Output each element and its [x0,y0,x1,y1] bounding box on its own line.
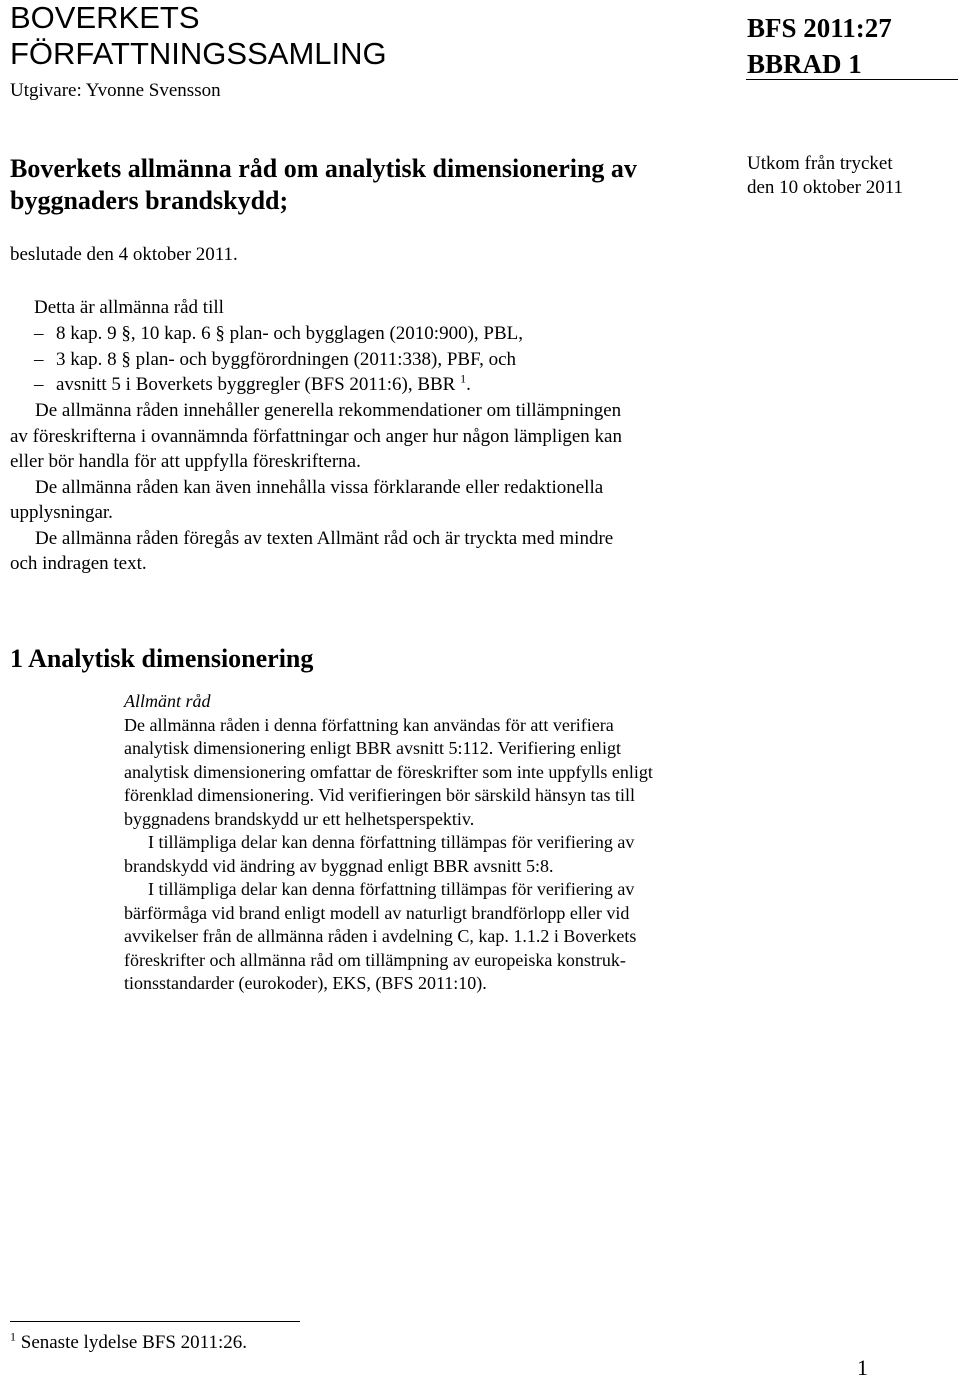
section-heading: 1 Analytisk dimensionering [10,644,314,673]
general-info [10,398,740,577]
info-line: De allmänna råden innehåller generella rekommendationer om tillämpningen [35,400,622,421]
bfs-number: BFS 2011:27 [747,13,892,43]
advice-line: bärförmåga vid brand enligt modell av naturligt brandförlopp eller vid [124,902,630,923]
print-date-line2: den 10 oktober 2011 [747,177,904,198]
document-title [10,153,735,217]
footnote [10,1331,247,1355]
document-title-line2: byggnaders brandskydd; [10,186,289,215]
footnote-divider [10,1321,300,1322]
footnote-text: Senaste lydelse BFS 2011:26. [20,1332,247,1353]
advice-line: De allmänna råden i denna författning kan användas för att verifiera [124,714,614,735]
footnote-number: 1 [10,1329,16,1344]
advice-line: förenklad dimensionering. Vid verifieringen bör särskild hänsyn tas till [124,785,635,805]
advice-paragraph-2 [124,831,729,878]
list-item-text: 8 kap. 9 §, 10 kap. 6 § plan- och bygglagen (2010:900), PBL, [56,323,524,344]
info-line: De allmänna råden kan även innehålla vissa förklarande eller redaktionella [35,476,604,498]
reference-list [34,321,523,398]
info-line: upplysningar. [10,502,113,523]
list-item [34,321,523,347]
publisher: Utgivare: Yvonne Svensson [10,80,221,101]
advice-line: föreskrifter och allmänna råd om tillämpning av europeiska konstruk- [124,949,626,970]
info-line: och indragen text. [10,553,147,574]
advice-paragraph-3 [124,878,729,996]
footnote-reference[interactable]: 1 [460,371,467,386]
advice-line: analytisk dimensionering omfattar de föreskrifter som inte uppfylls enligt [124,761,653,782]
list-item [34,347,523,373]
advice-line: I tillämpliga delar kan denna författning tillämpas för verifiering av [148,879,635,899]
dash-bullet: – [34,348,44,370]
list-item-text: avsnitt 5 i Boverkets byggregler (BFS 2011:6), BBR [56,374,456,395]
general-advice [124,690,729,996]
decision-date: beslutade den 4 oktober 2011. [10,244,238,265]
page-number: 1 [857,1355,868,1380]
info-line: av föreskrifterna i ovannämnda författningar och anger hur någon lämpligen kan [10,425,622,447]
list-item-period: . [466,374,471,395]
series-title-line1: BOVERKETS [10,0,200,35]
document-title-line1: Boverkets allmänna råd om analytisk dimensionering av [10,154,637,183]
print-date-line1: Utkom från trycket [747,153,893,174]
advice-line: byggnadens brandskydd ur ett helhetsperspektiv. [124,808,475,829]
info-line: eller bör handla för att uppfylla föreskrifterna. [10,451,361,472]
intro-text: Detta är allmänna råd till [34,297,224,318]
header-divider [746,79,958,80]
advice-line: brandskydd vid ändring av byggnad enligt BBR avsnitt 5:8. [124,855,554,876]
dash-bullet: – [34,374,44,395]
advice-label: Allmänt råd [124,691,211,711]
bfs-code [747,10,914,82]
dash-bullet: – [34,323,44,344]
info-line: De allmänna råden föregås av texten Allmänt råd och är tryckta med mindre [35,527,614,549]
series-title-line2: FÖRFATTNINGSSAMLING [10,36,387,71]
list-item-text: 3 kap. 8 § plan- och byggförordningen (2011:338), PBF, och [56,348,517,370]
series-title [10,0,387,72]
advice-line: I tillämpliga delar kan denna författning tillämpas för verifiering av [148,832,635,852]
advice-line: tionsstandarder (eurokoder), EKS, (BFS 2011:10). [124,973,487,993]
advice-paragraph-1 [124,714,729,832]
bbrad-code: BBRAD 1 [747,49,862,79]
list-item [34,372,523,398]
advice-line: analytisk dimensionering enligt BBR avsnitt 5:112. Verifiering enligt [124,738,621,758]
advice-line: avvikelser från de allmänna råden i avdelning C, kap. 1.1.2 i Boverkets [124,926,637,946]
print-date [747,152,903,200]
